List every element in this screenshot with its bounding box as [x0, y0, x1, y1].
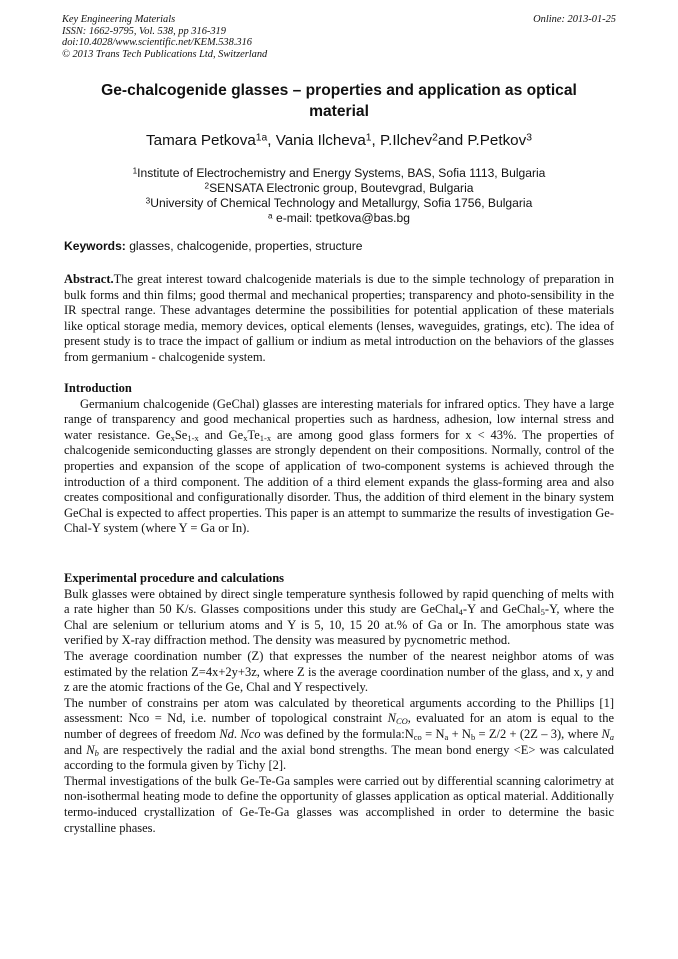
experimental-section [64, 571, 614, 836]
affiliation-line [40, 196, 638, 211]
affil-text: University of Chemical Technology and Metallurgy, Sofia 1756, Bulgaria [150, 196, 533, 210]
keywords [64, 239, 362, 254]
introduction-section [64, 381, 614, 537]
affil-sup: 2 [204, 181, 210, 191]
experimental-paragraph: Thermal investigations of the bulk Ge-Te-Ga samples were carried out by differential scanning calorimetry at non-isothermal heating mode to define the opportunity of glasses application as optical material. Additionally termo-induced crystallization of Ge-Te-Ga glasses was accomplished in order to determine the basic crystalline phases. [64, 773, 614, 835]
author-affil-sup: 3 [526, 132, 532, 144]
affiliation-line [40, 166, 638, 181]
journal-name: Key Engineering Materials [62, 14, 176, 25]
keywords-label: Keywords: [64, 239, 126, 253]
section-heading: Experimental procedure and calculations [64, 571, 285, 585]
author-name: Vania Ilcheva [275, 132, 366, 149]
abstract [64, 272, 614, 366]
affiliation-line [40, 181, 638, 196]
affil-text: SENSATA Electronic group, Boutevgrad, Bulgaria [209, 181, 474, 195]
affil-text: Institute of Electrochemistry and Energy Systems, BAS, Sofia 1113, Bulgaria [137, 166, 546, 180]
author-name: P.Petkov [467, 132, 527, 149]
author-name: Tamara Petkova [146, 132, 256, 149]
abstract-text: The great interest toward chalcogenide materials is due to the simple technology of preparation in bulk forms and thin films; good thermal and mechanical properties; transparency and photo-sensibility in the IR spectral range. These advantages determine the possibilities for potential application of these materials like optical storage media, memory devices, optical elements (lenses, waveguides, gratings, etc). The idea of present study is to trace the impact of gallium or indium as metal introduction on the behaviors of the glasses from germanium - chalcogenide system. [64, 272, 614, 364]
introduction-paragraph: Germanium chalcogenide (GeChal) glasses are interesting materials for infrared optics. They have a large range of transparency and good mechanical properties such as hardness, adhesion, low internal stress and water resistance. $Ge_xSe_{1-x}$ and $Ge_xTe_{1-x}$ are among good glass formers for x < 43%. The properties of chalcogenide semiconducting glasses are strongly dependent on their compositions. Normally, control of the properties and expansion of the scope of application of two-component systems is achieved through the introduction of a third component. The addition of a third element expands the glass-forming area and also creates compositional and configurationally disorder. Thus, the addition of third element in the binary system GeChal is expected to affect properties. This paper is an attempt to summarize the results of investigation Ge-Chal-Y system (where Y = Ga or In). [64, 396, 614, 536]
journal-doi: doi:10.4028/www.scientific.net/KEM.538.316 [62, 37, 252, 48]
author-name: P.Ilchev [380, 132, 433, 149]
affil-sup: 1 [132, 166, 138, 176]
author-affil-sup: 1a [255, 132, 268, 144]
author-sep: , [267, 132, 276, 149]
email-text: e-mail: tpetkova@bas.bg [272, 211, 410, 225]
email-line [40, 211, 638, 226]
author-sep: , [371, 132, 380, 149]
email-sup: a [268, 211, 273, 221]
paper-title: Ge-chalcogenide glasses – properties and application as optical material [101, 82, 577, 120]
author-affil-sup: 2 [432, 132, 438, 144]
journal-header [62, 14, 267, 60]
author-list [40, 131, 638, 151]
journal-copyright: © 2013 Trans Tech Publications Ltd, Switzerland [62, 48, 268, 60]
online-date: Online: 2013-01-25 [533, 14, 616, 25]
author-affil-sup: 1 [365, 132, 372, 144]
section-heading: Introduction [64, 381, 132, 395]
affil-sup: 3 [145, 196, 151, 206]
abstract-label: Abstract. [64, 272, 114, 286]
keywords-text: glasses, chalcogenide, properties, structure [125, 239, 363, 253]
affiliations [40, 166, 638, 226]
experimental-paragraph: The number of constrains per atom was calculated by theoretical arguments according to the Phillips [1] assessment: Nco = Nd, i.e. number of topological constraint $N_{CO}$, evaluated for an atom is equal to the number of degrees of freedom Nd. Nco was defined by the $formula:N_{co} = N_a + N_b = Z/2 + (2Z - 3)$, where $N_a$ and $N_b$ are respectively the radial and the axial bond strengths. The mean bond energy <E> was calculated according to the formula given by Tichy [2]. [64, 695, 615, 773]
author-and: and [437, 132, 468, 149]
experimental-paragraph: The average coordination number (Z) that expresses the number of the nearest neighbor atoms of was estimated by the relation Z=4x+2y+3z, where Z is the average coordination number of the glass, and x, y and z are the atomic fractions of the Ge, Chal and Y respectively. [64, 648, 614, 695]
journal-issn: ISSN: 1662-9795, Vol. 538, pp 316-319 [62, 25, 226, 37]
experimental-paragraph: Bulk glasses were obtained by direct single temperature synthesis followed by rapid quenching of melts with a rate higher than 50 K/s. Glasses compositions under this study are GeChal$_4$-Y and GeChal$_5$-Y, where the Chal are selenium or tellurium atoms and Y is 5, 10, 15 20 at.% of Ga or In. The amorphous state was verified by X-ray diffraction method. The density was measured by pycnometric method. [64, 586, 614, 648]
